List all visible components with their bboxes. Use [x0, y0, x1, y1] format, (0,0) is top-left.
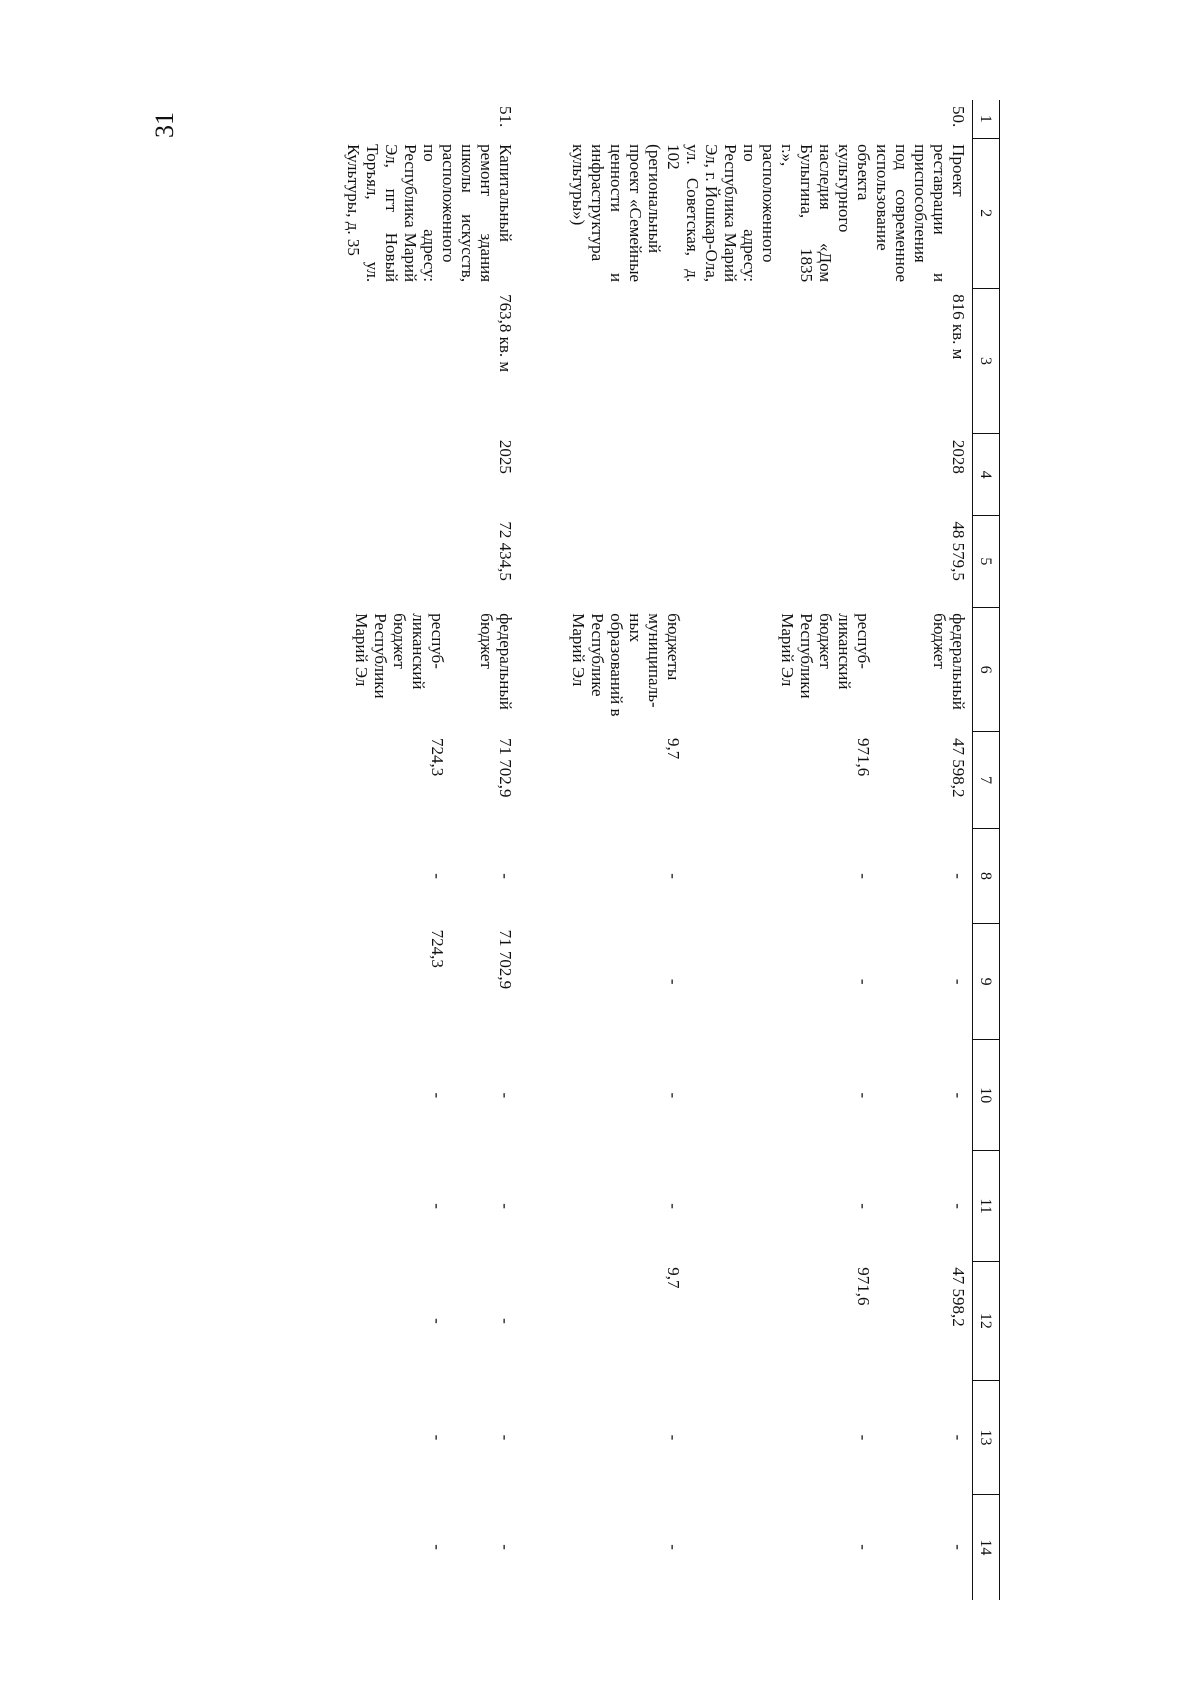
cell-value: - [949, 1203, 968, 1209]
rotated-table-sheet [200, 100, 1000, 1600]
cell-value: - [853, 1434, 873, 1441]
column-header: 13 [973, 1381, 1000, 1495]
column-header: 9 [973, 924, 1000, 1040]
total-cost: 72 434,5 [496, 521, 515, 581]
cell-value: - [949, 1544, 968, 1550]
page-number: 31 [150, 112, 179, 138]
cell-value: - [664, 1203, 683, 1209]
column-header: 11 [973, 1151, 1000, 1261]
cell-value: - [664, 1544, 683, 1550]
cell-value: - [428, 1544, 448, 1550]
column-header: 10 [973, 1040, 1000, 1151]
cell-value: - [496, 1092, 515, 1099]
row-number: 51. [496, 106, 515, 128]
cell-value: 71 702,9 [496, 929, 515, 990]
cell-value: - [496, 1203, 515, 1209]
object-name [340, 138, 519, 288]
column-header: 4 [973, 434, 1000, 516]
cell-value: - [949, 978, 968, 985]
cell-value: - [664, 873, 683, 879]
column-header: 12 [973, 1261, 1000, 1380]
cell-value: - [853, 978, 873, 985]
column-header: 8 [973, 828, 1000, 923]
cell-value: 71 702,9 [496, 737, 515, 798]
cell-value: - [949, 1434, 968, 1441]
funding-source: респуб-ликанский бюджет Республики Марий Эл [777, 613, 873, 699]
cell-value: - [664, 978, 683, 985]
column-header: 14 [973, 1494, 1000, 1600]
cell-value: - [428, 873, 448, 879]
cell-value: 971,6 [853, 1267, 873, 1306]
column-header: 7 [973, 732, 1000, 828]
table-row [895, 100, 973, 1600]
funding-source: федеральный бюджет [477, 613, 515, 710]
cell-value: - [664, 1092, 683, 1099]
cell-value: 9,7 [664, 1267, 683, 1289]
table-row [469, 100, 519, 1600]
cell-value: - [664, 1434, 683, 1441]
object-name-text: Капитальный ремонт здания школы искусств, расположенного по адресу: Республика Марий Эл, пгт Новый Торъял, ул. Культуры, д. 35 [344, 144, 515, 283]
capacity: 763,8 кв. м [496, 294, 515, 373]
column-header: 1 [973, 100, 1000, 138]
row-number: 50. [949, 106, 968, 128]
cell-value: - [428, 1434, 448, 1441]
cell-value: - [496, 1434, 515, 1441]
object-name [565, 138, 973, 288]
total-cost: 48 579,5 [949, 521, 968, 581]
column-header: 3 [973, 288, 1000, 434]
cell-value: - [853, 1203, 873, 1209]
cell-value: - [496, 873, 515, 879]
year: 2025 [496, 439, 515, 474]
funding-source: федеральный бюджет [930, 613, 968, 710]
spacer-row [519, 100, 565, 1600]
cell-value: 971,6 [853, 737, 873, 777]
funding-source: бюджеты муниципаль-ных образований в Республике Марий Эл [569, 613, 683, 717]
column-header: 6 [973, 607, 1000, 732]
year: 2028 [949, 439, 968, 474]
header-row [973, 100, 1000, 1600]
cell-value: - [428, 1092, 448, 1099]
cell-value: - [853, 873, 873, 879]
column-header: 5 [973, 515, 1000, 607]
cell-value: - [496, 1544, 515, 1550]
cell-value: 724,3 [428, 929, 448, 968]
cell-value: 47 598,2 [949, 1267, 968, 1327]
capacity: 816 кв. м [949, 294, 968, 360]
column-header: 2 [973, 138, 1000, 288]
cell-value: - [428, 1318, 448, 1324]
funding-table [340, 100, 1000, 1600]
object-name-text: Проект реставрации и приспособления под современное использование объекта культурного наследия «Дом Булыгина, 1835 г.», расположенного по адресу: Республика Марий Эл, г. Йошкар-Ола, ул. Советская, д. 102 (региональный проект «Семейные ценности и инфраструктура культуры») [569, 144, 968, 283]
cell-value: 9,7 [664, 737, 683, 760]
cell-value: - [428, 1203, 448, 1209]
cell-value: - [853, 1092, 873, 1099]
funding-source: респуб-ликанский бюджет Республики Марий Эл [352, 613, 448, 699]
cell-value: - [949, 1092, 968, 1099]
cell-value: - [853, 1544, 873, 1550]
cell-value: - [949, 873, 968, 879]
cell-value: 47 598,2 [949, 737, 968, 798]
cell-value: 724,3 [428, 737, 448, 777]
cell-value: - [496, 1318, 515, 1324]
